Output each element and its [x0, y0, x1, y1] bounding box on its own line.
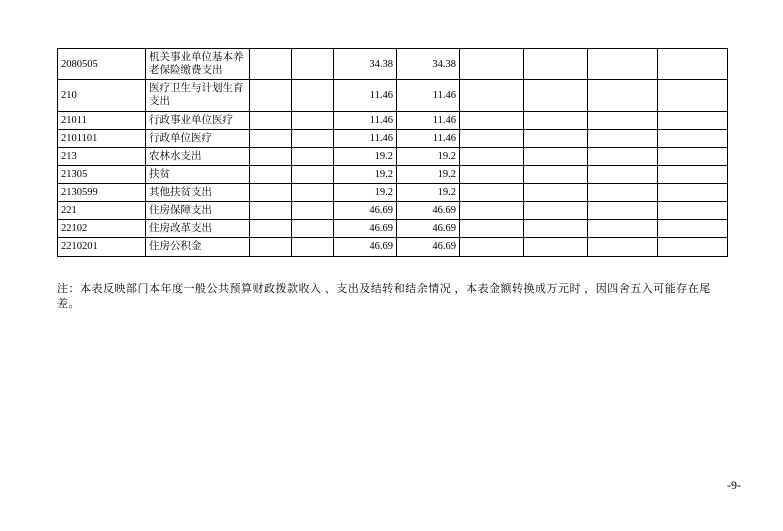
- cell-amount: 11.46: [334, 111, 397, 129]
- cell-empty: [292, 49, 334, 80]
- cell-code: 210: [58, 80, 146, 111]
- cell-code: 22102: [58, 220, 146, 238]
- cell-empty: [250, 165, 292, 183]
- cell-empty: [292, 238, 334, 256]
- cell-empty: [292, 129, 334, 147]
- cell-empty: [658, 111, 728, 129]
- cell-empty: [524, 184, 588, 202]
- cell-empty: [658, 129, 728, 147]
- budget-table-container: [57, 48, 727, 257]
- cell-amount: 19.2: [397, 147, 460, 165]
- cell-empty: [658, 238, 728, 256]
- cell-empty: [524, 49, 588, 80]
- cell-empty: [588, 147, 658, 165]
- cell-empty: [524, 111, 588, 129]
- cell-empty: [524, 129, 588, 147]
- cell-empty: [658, 80, 728, 111]
- page-number: -9-: [727, 478, 741, 492]
- cell-empty: [588, 111, 658, 129]
- cell-empty: [250, 147, 292, 165]
- table-row: [58, 129, 728, 147]
- cell-amount: 19.2: [334, 147, 397, 165]
- cell-item-name: 住房改革支出: [146, 220, 250, 238]
- cell-item-name: 农林水支出: [146, 147, 250, 165]
- cell-amount: 46.69: [397, 238, 460, 256]
- cell-code: 221: [58, 202, 146, 220]
- table-row: [58, 80, 728, 111]
- cell-empty: [292, 147, 334, 165]
- cell-empty: [524, 220, 588, 238]
- budget-table-body: [58, 49, 728, 257]
- cell-amount: 46.69: [397, 202, 460, 220]
- cell-amount: 46.69: [334, 238, 397, 256]
- table-row: [58, 49, 728, 80]
- cell-empty: [250, 80, 292, 111]
- cell-empty: [292, 220, 334, 238]
- cell-empty: [292, 111, 334, 129]
- cell-code: 21305: [58, 165, 146, 183]
- cell-empty: [524, 165, 588, 183]
- cell-item-name: 机关事业单位基本养老保险缴费支出: [146, 49, 250, 80]
- cell-empty: [460, 49, 524, 80]
- cell-amount: 34.38: [397, 49, 460, 80]
- cell-empty: [588, 129, 658, 147]
- cell-empty: [292, 165, 334, 183]
- table-footnote: [57, 282, 729, 313]
- table-row: [58, 184, 728, 202]
- cell-empty: [658, 49, 728, 80]
- cell-empty: [524, 202, 588, 220]
- cell-empty: [460, 184, 524, 202]
- cell-item-name: 医疗卫生与计划生育支出: [146, 80, 250, 111]
- cell-empty: [588, 220, 658, 238]
- cell-empty: [588, 184, 658, 202]
- cell-empty: [292, 184, 334, 202]
- cell-empty: [460, 220, 524, 238]
- cell-code: 213: [58, 147, 146, 165]
- cell-empty: [460, 111, 524, 129]
- cell-code: 2080505: [58, 49, 146, 80]
- table-row: [58, 165, 728, 183]
- cell-empty: [524, 147, 588, 165]
- cell-empty: [588, 49, 658, 80]
- table-row: [58, 202, 728, 220]
- table-row: [58, 238, 728, 256]
- cell-empty: [658, 220, 728, 238]
- cell-amount: 34.38: [334, 49, 397, 80]
- table-row: [58, 111, 728, 129]
- cell-code: 2210201: [58, 238, 146, 256]
- cell-item-name: 住房保障支出: [146, 202, 250, 220]
- cell-empty: [460, 147, 524, 165]
- cell-empty: [460, 238, 524, 256]
- cell-empty: [460, 129, 524, 147]
- cell-empty: [658, 184, 728, 202]
- cell-empty: [250, 238, 292, 256]
- cell-amount: 11.46: [334, 129, 397, 147]
- budget-table: [57, 48, 728, 257]
- cell-amount: 46.69: [334, 220, 397, 238]
- cell-empty: [460, 202, 524, 220]
- cell-amount: 19.2: [334, 165, 397, 183]
- cell-empty: [250, 184, 292, 202]
- cell-item-name: 行政事业单位医疗: [146, 111, 250, 129]
- cell-empty: [658, 202, 728, 220]
- cell-amount: 11.46: [397, 129, 460, 147]
- cell-amount: 19.2: [334, 184, 397, 202]
- cell-empty: [588, 80, 658, 111]
- cell-code: 21011: [58, 111, 146, 129]
- cell-item-name: 住房公积金: [146, 238, 250, 256]
- cell-empty: [250, 111, 292, 129]
- cell-amount: 11.46: [397, 80, 460, 111]
- cell-empty: [588, 165, 658, 183]
- footnote-text: 注：本表反映部门本年度一般公共预算财政拨款收入 、支出及结转和结余情况 ，本表金额转换成万元时 ，因四舍五入可能存在尾差。: [57, 283, 711, 311]
- cell-empty: [524, 238, 588, 256]
- cell-code: 2101101: [58, 129, 146, 147]
- cell-amount: 11.46: [397, 111, 460, 129]
- cell-empty: [250, 129, 292, 147]
- cell-empty: [460, 80, 524, 111]
- cell-empty: [524, 80, 588, 111]
- cell-item-name: 其他扶贫支出: [146, 184, 250, 202]
- cell-item-name: 行政单位医疗: [146, 129, 250, 147]
- cell-amount: 19.2: [397, 165, 460, 183]
- cell-empty: [658, 165, 728, 183]
- cell-item-name: 扶贫: [146, 165, 250, 183]
- cell-empty: [292, 202, 334, 220]
- cell-code: 2130599: [58, 184, 146, 202]
- cell-empty: [588, 202, 658, 220]
- table-row: [58, 220, 728, 238]
- cell-empty: [460, 165, 524, 183]
- cell-amount: 46.69: [397, 220, 460, 238]
- cell-empty: [658, 147, 728, 165]
- cell-empty: [292, 80, 334, 111]
- cell-amount: 11.46: [334, 80, 397, 111]
- cell-empty: [250, 202, 292, 220]
- cell-empty: [588, 238, 658, 256]
- table-row: [58, 147, 728, 165]
- cell-amount: 46.69: [334, 202, 397, 220]
- cell-empty: [250, 49, 292, 80]
- cell-amount: 19.2: [397, 184, 460, 202]
- cell-empty: [250, 220, 292, 238]
